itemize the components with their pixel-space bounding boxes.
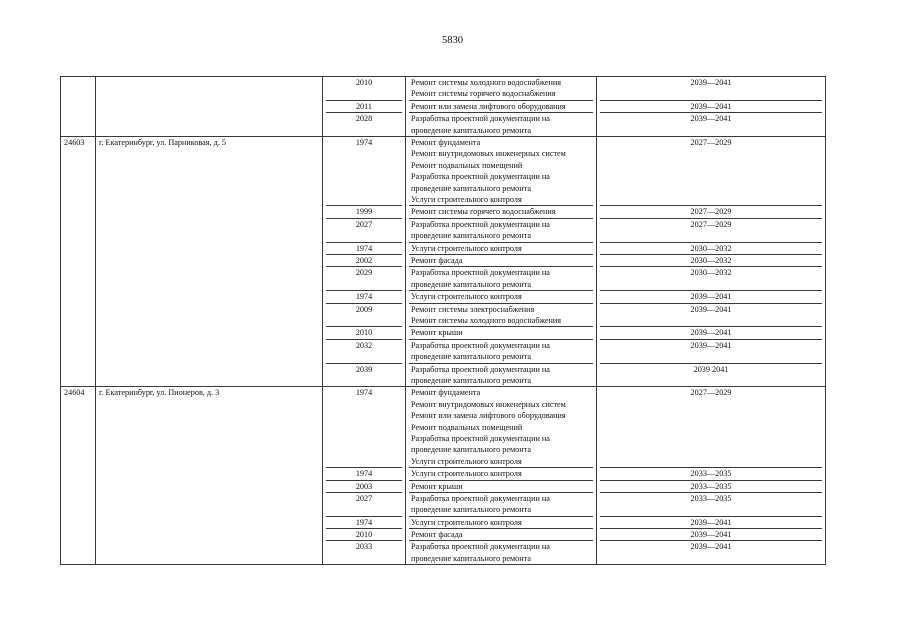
work-item: Ремонт внутридомовых инженерных систем <box>411 149 566 159</box>
planned-period: 2039—2041 <box>690 78 732 87</box>
work-item: проведение капитального ремонта <box>411 553 531 563</box>
commission-year: 2010 <box>326 326 402 338</box>
planned-period: 2030—2032 <box>600 266 822 290</box>
planned-period: 2033—2035 <box>600 480 822 492</box>
commission-year: 2011 <box>326 100 402 112</box>
work-group <box>409 387 593 467</box>
work-item: Ремонт системы холодного водоснабжения <box>411 78 562 87</box>
commission-year: 1974 <box>326 242 402 254</box>
planned-period: 2039—2041 <box>600 112 822 136</box>
planned-period: 2039—2041 <box>600 339 822 363</box>
work-group <box>409 290 593 302</box>
table-row <box>61 77 826 137</box>
work-column <box>406 136 597 386</box>
commission-year: 2010 <box>355 78 373 87</box>
work-item: Ремонт системы электроснабжения <box>411 304 535 314</box>
building-address <box>96 77 323 137</box>
work-item: проведение капитального ремонта <box>411 375 531 385</box>
planned-period: 2033—2035 <box>600 467 822 479</box>
work-item: Услуги строительного контроля <box>411 292 522 302</box>
building-address: г. Екатеринбург, ул. Парниковая, д. 5 <box>96 136 323 386</box>
work-group <box>409 242 593 254</box>
building-id: 24604 <box>61 387 96 565</box>
year-column <box>323 136 406 386</box>
work-group <box>409 205 593 217</box>
period-column <box>597 136 826 386</box>
work-group <box>409 137 593 205</box>
planned-period: 2039—2041 <box>600 540 822 564</box>
commission-year: 2028 <box>326 112 402 136</box>
page-number: 5830 <box>442 35 463 46</box>
planned-period: 2027—2029 <box>600 205 822 217</box>
work-group <box>409 266 593 290</box>
planned-period: 2033—2035 <box>600 492 822 516</box>
work-column <box>406 387 597 565</box>
work-item: Ремонт крыши <box>411 481 463 491</box>
work-item: Ремонт системы горячего водоснабжения <box>411 89 556 99</box>
commission-year: 2010 <box>326 528 402 540</box>
planned-period: 2039—2041 <box>600 516 822 528</box>
work-group <box>409 100 593 112</box>
work-item: Услуги строительного контроля <box>411 517 522 527</box>
planned-period: 2027—2029 <box>600 218 822 242</box>
work-item: Разработка проектной документации на <box>411 219 550 229</box>
building-address: г. Екатеринбург, ул. Пионеров, д. 3 <box>96 387 323 565</box>
work-item: Услуги строительного контроля <box>411 195 522 205</box>
work-item: Разработка проектной документации на <box>411 364 550 374</box>
work-item: Разработка проектной документации на <box>411 114 550 124</box>
work-item: Разработка проектной документации на <box>411 268 550 278</box>
work-group <box>409 303 593 327</box>
work-item: Ремонт фасада <box>411 530 463 540</box>
work-group <box>409 540 593 564</box>
work-item: Услуги строительного контроля <box>411 469 522 479</box>
planned-period: 2039 2041 <box>600 363 822 387</box>
commission-year: 1974 <box>326 467 402 479</box>
commission-year: 1974 <box>326 516 402 528</box>
planned-period: 2039—2041 <box>600 326 822 338</box>
work-group <box>409 516 593 528</box>
commission-year: 2003 <box>326 480 402 492</box>
planned-period: 2027—2029 <box>690 388 732 398</box>
work-item: Разработка проектной документации на <box>411 340 550 350</box>
work-group <box>409 339 593 363</box>
commission-year: 1974 <box>326 290 402 302</box>
work-group <box>409 467 593 479</box>
work-group <box>409 112 593 136</box>
work-group <box>409 492 593 516</box>
building-id <box>61 77 96 137</box>
work-item: Ремонт или замена лифтового оборудования <box>411 101 566 111</box>
planned-period: 2030—2032 <box>600 242 822 254</box>
commission-year: 2039 <box>326 363 402 387</box>
work-group <box>409 528 593 540</box>
commission-year: 1974 <box>355 137 373 147</box>
commission-year: 1999 <box>326 205 402 217</box>
period-column <box>597 77 826 137</box>
work-item: Ремонт внутридомовых инженерных систем <box>411 399 566 409</box>
work-group <box>409 363 593 387</box>
work-group <box>409 77 593 100</box>
work-item: Разработка проектной документации на <box>411 172 550 182</box>
planned-period: 2039—2041 <box>600 100 822 112</box>
table-row <box>61 387 826 565</box>
work-item: Разработка проектной документации на <box>411 542 550 552</box>
year-column <box>323 387 406 565</box>
work-group <box>409 254 593 266</box>
planned-period: 2030—2032 <box>600 254 822 266</box>
capital-repair-table <box>60 76 826 565</box>
work-item: Ремонт подвальных помещений <box>411 160 523 170</box>
work-item: Ремонт или замена лифтового оборудования <box>411 411 566 421</box>
planned-period: 2039—2041 <box>600 528 822 540</box>
commission-year: 2027 <box>326 492 402 516</box>
period-column <box>597 387 826 565</box>
work-item: проведение капитального ремонта <box>411 352 531 362</box>
planned-period: 2027—2029 <box>690 137 732 147</box>
commission-year: 2033 <box>326 540 402 564</box>
work-group <box>409 326 593 338</box>
commission-year: 1974 <box>355 388 373 398</box>
work-item: Разработка проектной документации на <box>411 433 550 443</box>
commission-year: 2029 <box>326 266 402 290</box>
building-id: 24603 <box>61 136 96 386</box>
work-item: Ремонт системы горячего водоснабжения <box>411 207 556 217</box>
work-item: проведение капитального ремонта <box>411 445 531 455</box>
commission-year: 2002 <box>326 254 402 266</box>
work-column <box>406 77 597 137</box>
work-item: Услуги строительного контроля <box>411 456 522 466</box>
work-item: проведение капитального ремонта <box>411 505 531 515</box>
work-item: Ремонт фундамента <box>411 388 481 398</box>
commission-year: 2009 <box>326 303 402 327</box>
year-column <box>323 77 406 137</box>
planned-period: 2039—2041 <box>600 290 822 302</box>
work-item: Разработка проектной документации на <box>411 493 550 503</box>
work-item: Услуги строительного контроля <box>411 243 522 253</box>
commission-year: 2027 <box>326 218 402 242</box>
work-item: проведение капитального ремонта <box>411 279 531 289</box>
work-group <box>409 480 593 492</box>
commission-year: 2032 <box>326 339 402 363</box>
work-item: проведение капитального ремонта <box>411 125 531 135</box>
work-item: проведение капитального ремонта <box>411 231 531 241</box>
work-group <box>409 218 593 242</box>
planned-period: 2039—2041 <box>600 303 822 327</box>
work-item: Ремонт подвальных помещений <box>411 422 523 432</box>
work-item: Ремонт фасада <box>411 255 463 265</box>
work-item: Ремонт фундамента <box>411 137 481 147</box>
work-item: Ремонт системы холодного водоснабжения <box>411 315 562 325</box>
work-item: Ремонт крыши <box>411 328 463 338</box>
table-row <box>61 136 826 386</box>
work-item: проведение капитального ремонта <box>411 183 531 193</box>
